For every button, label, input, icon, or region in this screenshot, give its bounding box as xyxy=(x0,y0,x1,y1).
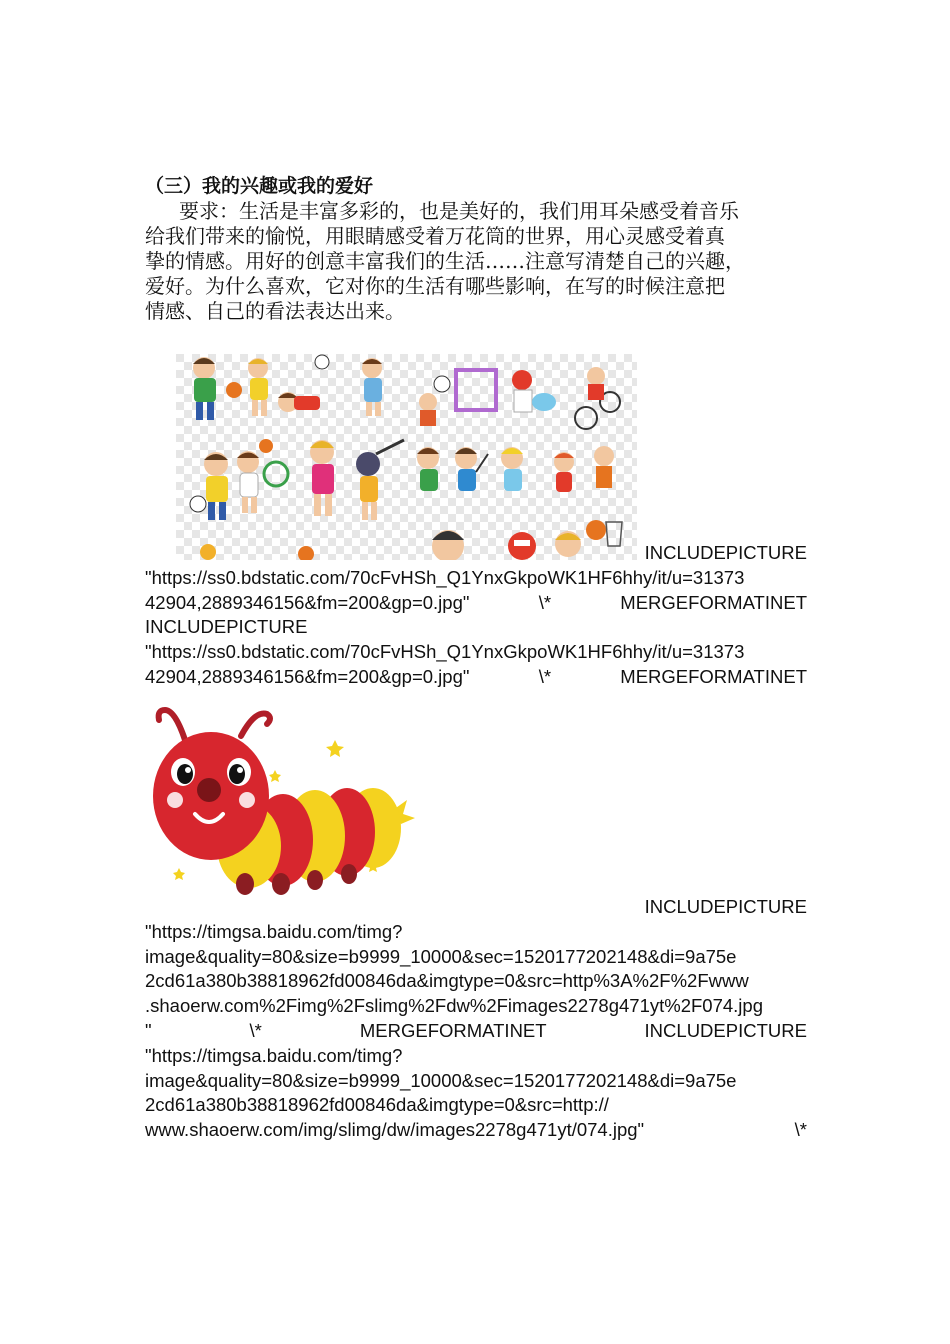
field-merge: MERGEFORMATINET xyxy=(620,591,807,613)
field-url-line: 2cd61a380b38818962fd00846da&imgtype=0&src=http:// xyxy=(145,1094,609,1116)
field-code-2 xyxy=(145,895,807,1143)
field-url-line xyxy=(145,1019,807,1044)
field-url-line xyxy=(145,1118,807,1143)
field-merge: MERGEFORMATINET xyxy=(620,665,807,687)
section-heading: （三）我的兴趣或我的爱好 xyxy=(145,175,374,197)
field-url-line: "https://ss0.bdstatic.com/70cFvHSh_Q1YnxGkpoWK1HF6hhy/it/u=31373 xyxy=(145,641,745,663)
field-url-line: image&quality=80&size=b9999_10000&sec=1520177202148&di=9a75e xyxy=(145,945,737,967)
kids-sports-collage-image xyxy=(176,354,637,560)
field-url-tail: www.shaoerw.com/img/slimg/dw/images2278g471yt/074.jpg" xyxy=(145,1119,645,1141)
field-url-line: "https://timgsa.baidu.com/timg? xyxy=(145,920,403,942)
field-url-line: "https://timgsa.baidu.com/timg? xyxy=(145,1044,403,1066)
field-switch: \* xyxy=(794,1119,807,1141)
field-keyword: INCLUDEPICTURE xyxy=(644,896,807,917)
field-quote: " xyxy=(145,1019,152,1041)
requirement-paragraph xyxy=(145,199,809,324)
field-url-line: .shaoerw.com%2Fimg%2Fslimg%2Fdw%2Fimages2278g471yt%2F074.jpg xyxy=(145,995,763,1017)
field-url-line: "https://ss0.bdstatic.com/70cFvHSh_Q1YnxGkpoWK1HF6hhy/it/u=31373 xyxy=(145,566,745,588)
field-switch: \* xyxy=(538,665,552,687)
field-keyword: INCLUDEPICTURE xyxy=(644,542,807,563)
field-url-tail: 42904,2889346156&fm=200&gp=0.jpg" xyxy=(145,591,470,613)
caterpillar-cartoon-image xyxy=(145,700,415,900)
requirement-line: 给我们带来的愉悦，用眼睛感受着万花筒的世界，用心灵感受着真 xyxy=(145,224,725,248)
field-merge: MERGEFORMATINET xyxy=(359,1019,547,1041)
field-url-line xyxy=(145,591,807,616)
requirement-line: 爱好。为什么喜欢，它对你的生活有哪些影响，在写的时候注意把 xyxy=(145,274,725,298)
field-switch: \* xyxy=(538,591,552,613)
field-keyword: INCLUDEPICTURE xyxy=(644,1019,807,1041)
field-url-tail: 42904,2889346156&fm=200&gp=0.jpg" xyxy=(145,665,470,687)
requirement-line: 要求：生活是丰富多彩的，也是美好的，我们用耳朵感受着音乐 xyxy=(179,199,739,223)
field-keyword: INCLUDEPICTURE xyxy=(145,616,308,638)
field-code-1 xyxy=(145,541,807,690)
field-url-line: image&quality=80&size=b9999_10000&sec=1520177202148&di=9a75e xyxy=(145,1069,737,1091)
field-switch: \* xyxy=(249,1019,262,1041)
requirement-line: 情感、自己的看法表达出来。 xyxy=(145,299,405,323)
field-url-line: 2cd61a380b38818962fd00846da&imgtype=0&src=http%3A%2F%2Fwww xyxy=(145,970,749,992)
field-url-line xyxy=(145,665,807,690)
requirement-line: 挚的情感。用好的创意丰富我们的生活……注意写清楚自己的兴趣， xyxy=(145,249,745,273)
